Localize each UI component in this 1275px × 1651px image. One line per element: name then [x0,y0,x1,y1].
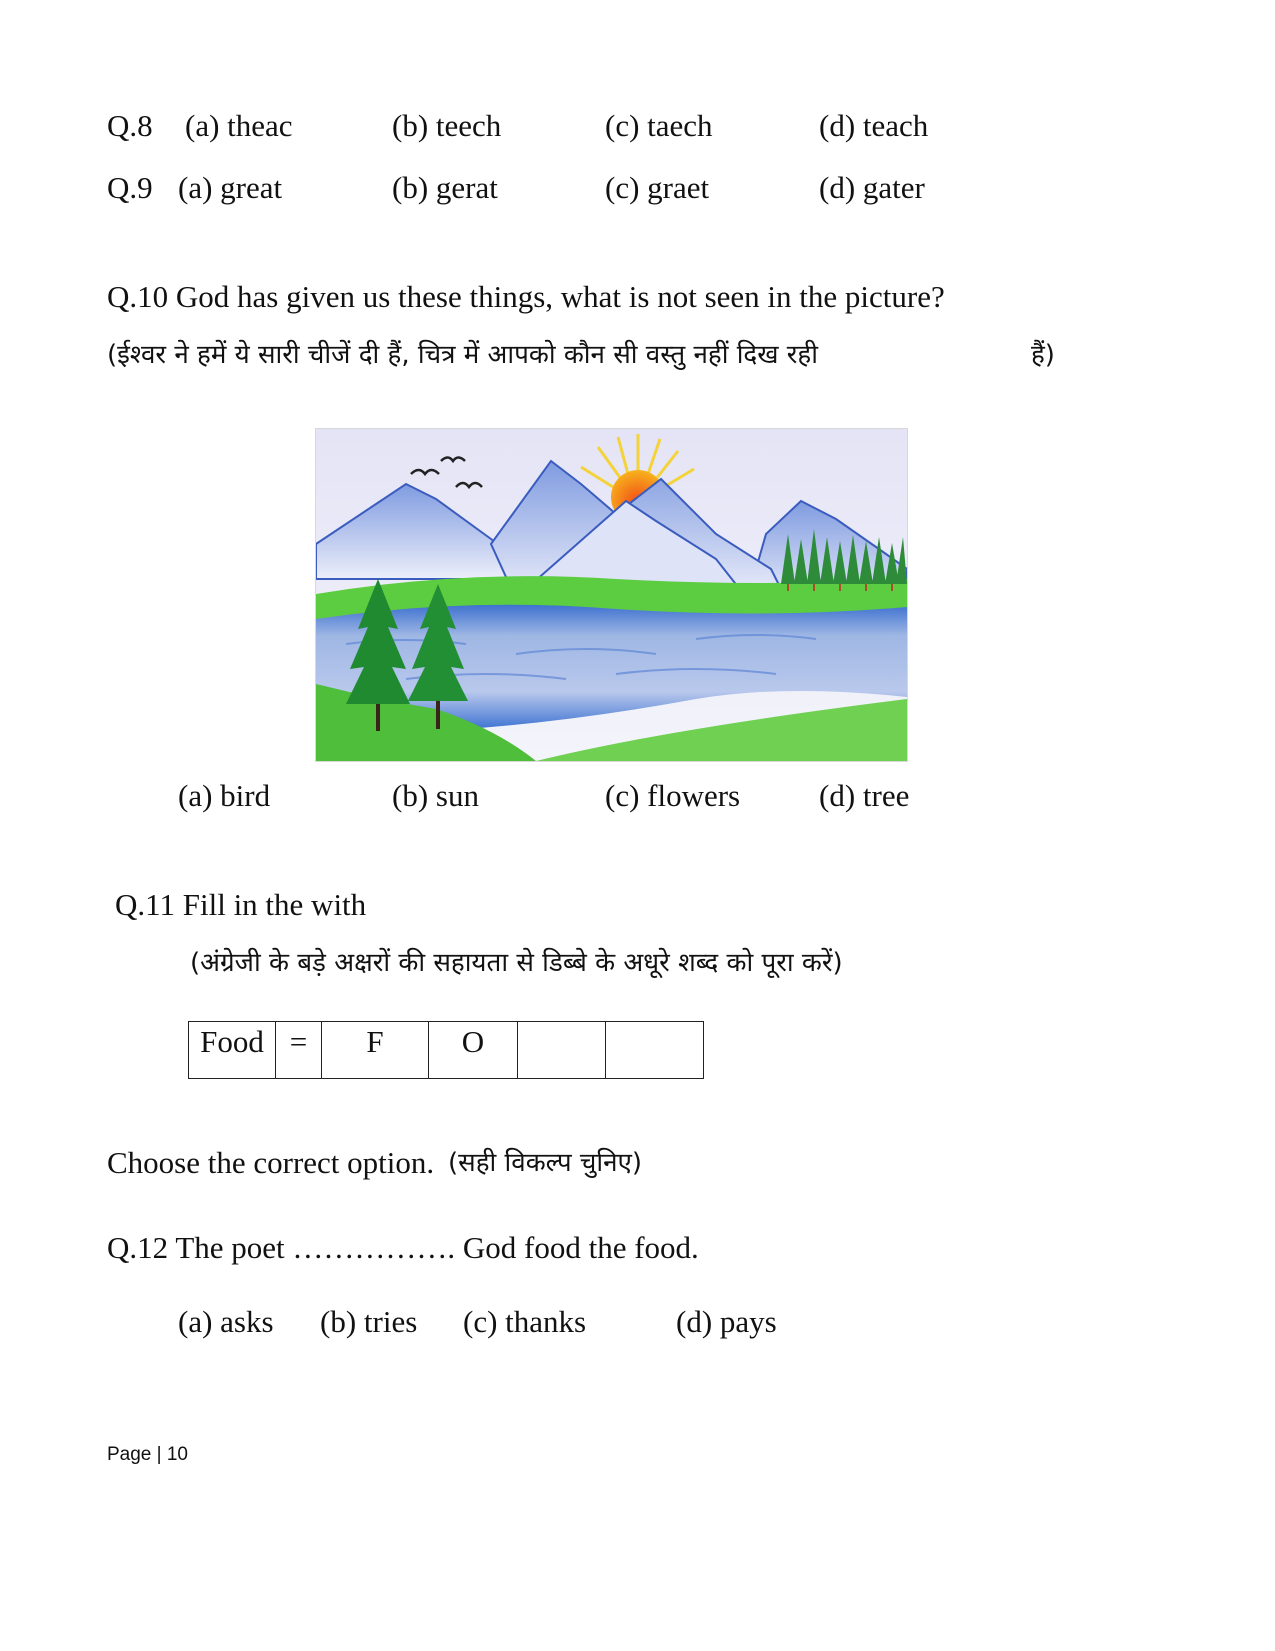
q8-option-b: (b) teech [392,108,502,143]
q9-option-a: (a) great [178,170,283,205]
q12-question: Q.12 The poet ……………. God food the food. [107,1230,699,1265]
fill-cell-letter-3[interactable] [518,1022,606,1079]
q8-option-d: (d) teach [819,108,929,143]
q10-hindi: (ईश्वर ने हमें ये सारी चीजें दी हैं, चित्र में आपको कौन सी वस्तु नहीं दिख रही [107,340,818,370]
q8-number: Q.8 [107,108,153,143]
q12-option-c: (c) thanks [463,1304,587,1339]
page-number: Page | 10 [107,1444,189,1465]
instruction-english: Choose the correct option. [107,1145,435,1180]
q10-question: Q.10 God has given us these things, what is not seen in the picture? [107,279,945,314]
q10-option-c: (c) flowers [605,778,741,813]
fill-cell-equals: = [276,1022,322,1079]
q10-option-a: (a) bird [178,778,271,813]
fill-cell-letter-2: O [429,1022,518,1079]
q9-option-d: (d) gater [819,170,925,205]
fill-in-table [188,1021,704,1079]
fill-cell-letter-1: F [322,1022,429,1079]
q12-option-b: (b) tries [320,1304,418,1339]
q8-option-c: (c) taech [605,108,713,143]
q10-option-d: (d) tree [819,778,910,813]
q9-option-c: (c) graet [605,170,710,205]
fill-cell-word: Food [189,1022,276,1079]
q10-option-b: (b) sun [392,778,479,813]
fill-cell-letter-4[interactable] [606,1022,704,1079]
q10-hindi-end: हैं) [1031,340,1055,370]
landscape-picture [315,428,908,762]
q11-hindi: (अंग्रेजी के बड़े अक्षरों की सहायता से डिब्बे के अधूरे शब्द को पूरा करें) [190,948,843,978]
q12-option-a: (a) asks [178,1304,274,1339]
q12-option-d: (d) pays [676,1304,777,1339]
q9-number: Q.9 [107,170,153,205]
q9-option-b: (b) gerat [392,170,498,205]
q8-option-a: (a) theac [185,108,293,143]
q11-question: Q.11 Fill in the with [115,887,367,922]
instruction-hindi: (सही विकल्प चुनिए) [448,1148,643,1178]
